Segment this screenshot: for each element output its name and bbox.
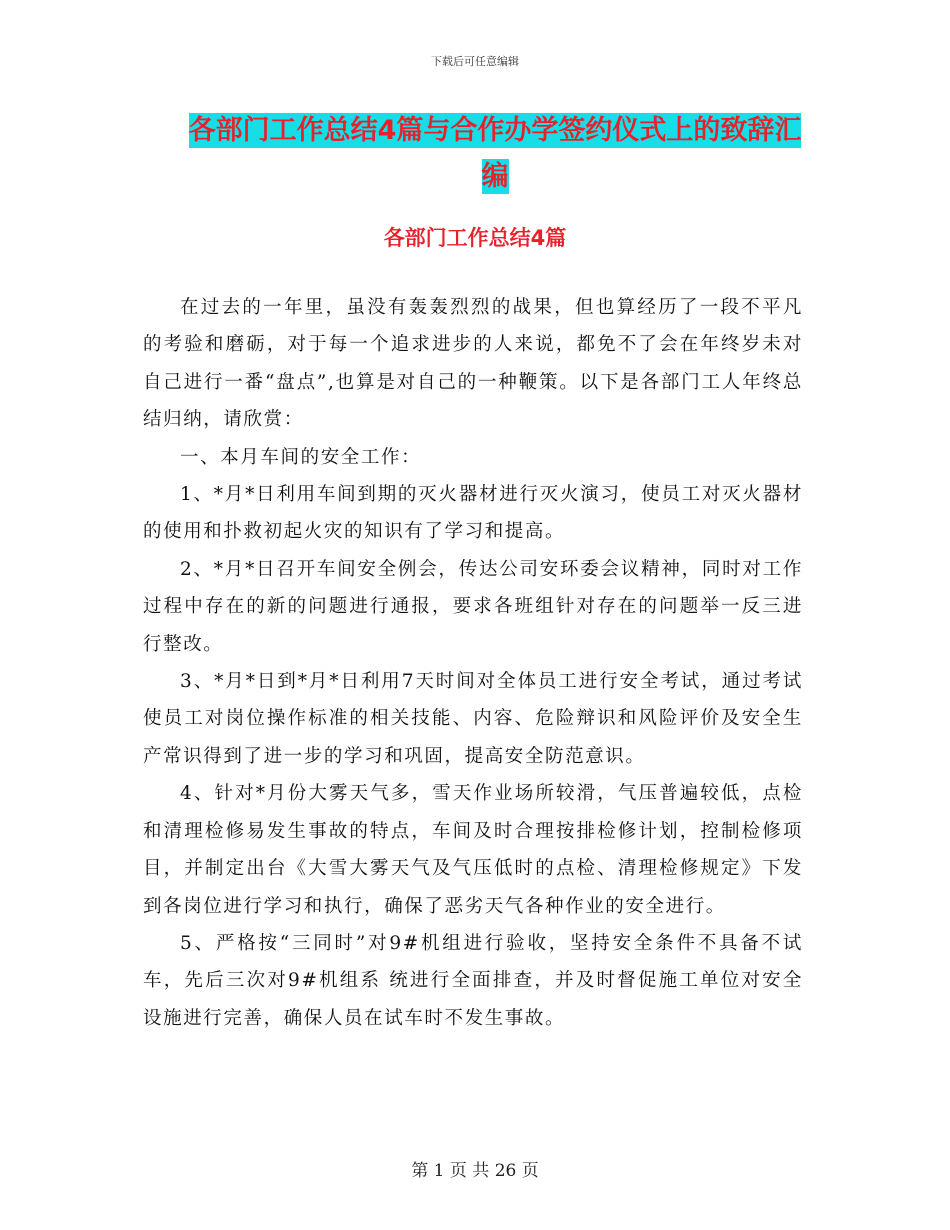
page-footer: 第 1 页 共 26 页 (411, 1161, 539, 1181)
paragraph-item-1: 1、*月*日利用车间到期的灭火器材进行灭火演习，使员工对灭火器材的使用和扑救初起火灾的知识有了学习和提高。 (143, 484, 803, 543)
document-body (143, 289, 803, 1037)
page-header-note: 下载后可任意编辑 (431, 55, 519, 68)
document-title-text: 各部门工作总结4篇与合作办学签约仪式上的致辞汇编 (188, 115, 802, 192)
paragraph-item-2: 2、*月*日召开车间安全例会，传达公司安环委会议精神，同时对工作过程中存在的新的问题进行通报，要求各班组针对存在的问题举一反三进行整改。 (143, 558, 803, 655)
section-title: 各部门工作总结4篇 (383, 226, 567, 250)
paragraph-item-5: 5、严格按“三同时”对9#机组进行验收，坚持安全条件不具备不试车，先后三次对9#机组系 统进行全面排查，并及时督促施工单位对安全设施进行完善，确保人员在试车时不发生事故。 (143, 932, 803, 1029)
paragraph-item-3: 3、*月*日到*月*日利用7天时间对全体员工进行安全考试，通过考试使员工对岗位操作标准的相关技能、内容、危险辩识和风险评价及安全生产常识得到了进一步的学习和巩固，提高安全防范意识。 (143, 671, 803, 767)
document-title (180, 108, 810, 200)
paragraph-item-4: 4、针对*月份大雾天气多，雪天作业场所较滑，气压普遍较低，点检和清理检修易发生事故的特点，车间及时合理按排检修计划，控制检修项目，并制定出台《大雪大雾天气及气压低时的点检、清理检修规定》下发到各岗位进行学习和执行，确保了恶劣天气各种作业的安全进行。 (143, 783, 803, 917)
paragraph-intro: 在过去的一年里，虽没有轰轰烈烈的战果，但也算经历了一段不平凡的考验和磨砺，对于每一个追求进步的人来说，都免不了会在年终岁未对自己进行一番“盘点”,也算是对自己的一种鞭策。以下是各部门工人年终总结归纳，请欣赏： (143, 297, 803, 431)
paragraph-heading-safety: 一、本月车间的安全工作： (180, 446, 422, 468)
